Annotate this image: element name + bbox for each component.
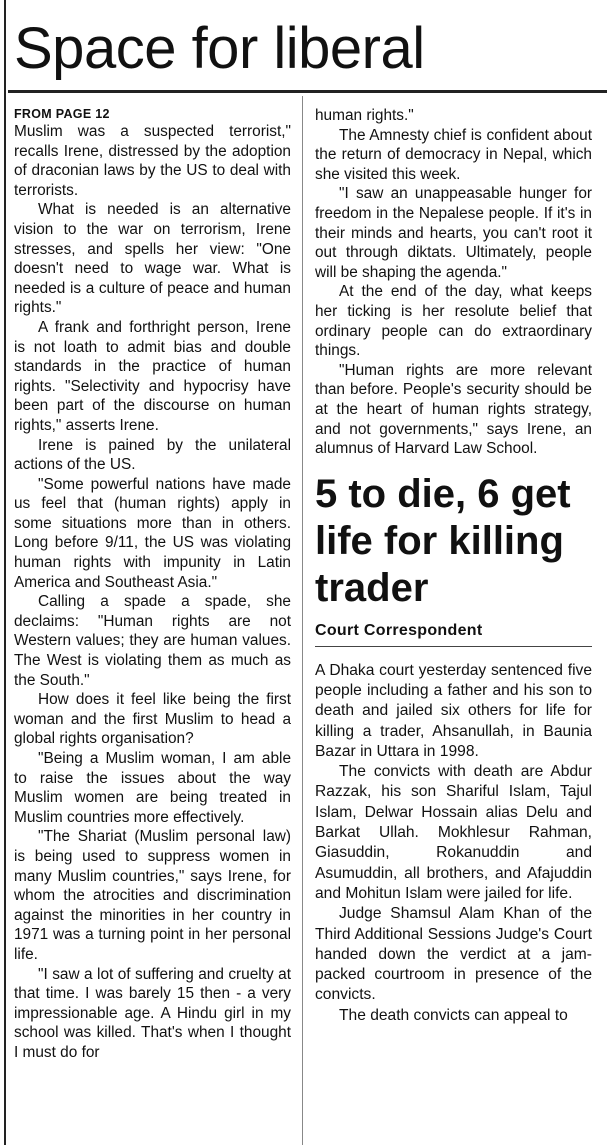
body-paragraph: The death convicts can appeal to — [339, 1006, 568, 1024]
body-paragraph: What is needed is an alternative vision to the war on terrorism, Irene stresses, and spells her view: "One doesn't need to wage war. What is needed is a culture of peace and human rights." — [14, 201, 291, 317]
right-column — [315, 106, 592, 1145]
body-paragraph: "Some powerful nations have made us feel that (human rights) apply in some situations more than in others. Long before 9/11, the US was violating human rights with impunity in Latin America and Southeast Asia." — [14, 475, 291, 591]
second-article — [315, 471, 592, 1026]
body-paragraph: human rights." — [315, 107, 414, 124]
body-paragraph: The convicts with death are Abdur Razzak, his son Shariful Islam, Tajul Islam, Delwar Hossain alias Delu and Barkat Ullah. Mokhlesur Rahman, Giasuddin, Rokanuddin and Asumuddin, all brothers, and Afajuddin and Mohitun Islam were jailed for life. — [315, 763, 592, 902]
body-paragraph: Judge Shamsul Alam Khan of the Third Additional Sessions Judge's Court handed down the verdict at a jam-packed courtroom in presence of the convicts. — [315, 905, 592, 1004]
body-paragraph: How does it feel like being the first woman and the first Muslim to head a global rights organisation? — [14, 691, 291, 748]
body-paragraph: The Amnesty chief is confident about the return of democracy in Nepal, which she visited this week. — [315, 126, 592, 183]
byline-rule — [315, 646, 592, 647]
body-paragraph: A frank and forthright person, Irene is not loath to admit bias and double standards in the practice of human rights. "Selectivity and hypocrisy have been part of the discourse on human rights," asserts Irene. — [14, 318, 291, 434]
body-paragraph: "Being a Muslim woman, I am able to raise the issues about the way Muslim women are being treated in Muslim countries more effectively. — [14, 750, 291, 826]
body-paragraph: A Dhaka court yesterday sentenced five people including a father and his son to death and jailed six others for life for killing a trader, Ahsanullah, in Baunia Bazar in Uttara in 1998. — [315, 661, 592, 760]
continued-from-label: FROM PAGE 12 — [14, 107, 110, 121]
left-column — [14, 106, 291, 1145]
byline: Court Correspondent — [315, 621, 483, 639]
body-paragraph: Irene is pained by the unilateral actions of the US. — [14, 436, 291, 474]
page-left-border — [4, 0, 6, 1145]
body-paragraph: "Human rights are more relevant than before. People's security should be at the heart of human rights strategy, and not governments," says Irene, an alumnus of Harvard Law School. — [315, 361, 592, 458]
article-headline: Space for liberal — [14, 16, 425, 81]
body-paragraph: "The Shariat (Muslim personal law) is being used to suppress women in many Muslim countries," says Irene, for whom the atrocities and discrimination against the minorities in her country in 1971 was a turning point in her personal life. — [14, 828, 291, 963]
body-paragraph: "I saw an unappeasable hunger for freedom in the Nepalese people. If it's in their minds and hearts, you can't root it out through diktats. Ultimately, people will be shaping the agenda." — [315, 185, 592, 281]
column-divider — [302, 96, 303, 1145]
body-paragraph: At the end of the day, what keeps her ticking is her resolute belief that ordinary people can do extraordinary things. — [315, 283, 592, 360]
second-article-headline: 5 to die, 6 get life for killing trader — [315, 471, 571, 610]
body-paragraph: Muslim was a suspected terrorist," recalls Irene, distressed by the adoption of draconian laws by the US to deal with terrorists. — [14, 123, 291, 199]
body-paragraph: Calling a spade a spade, she declaims: "Human rights are not Western values; they are human values. The West is violating them as much as the South." — [14, 593, 291, 689]
body-paragraph: "I saw a lot of suffering and cruelty at that time. I was barely 15 then - a very impressionable age. A Hindu girl in my school was killed. That's when I thought I must do for — [14, 965, 291, 1061]
headline-rule — [8, 90, 607, 93]
